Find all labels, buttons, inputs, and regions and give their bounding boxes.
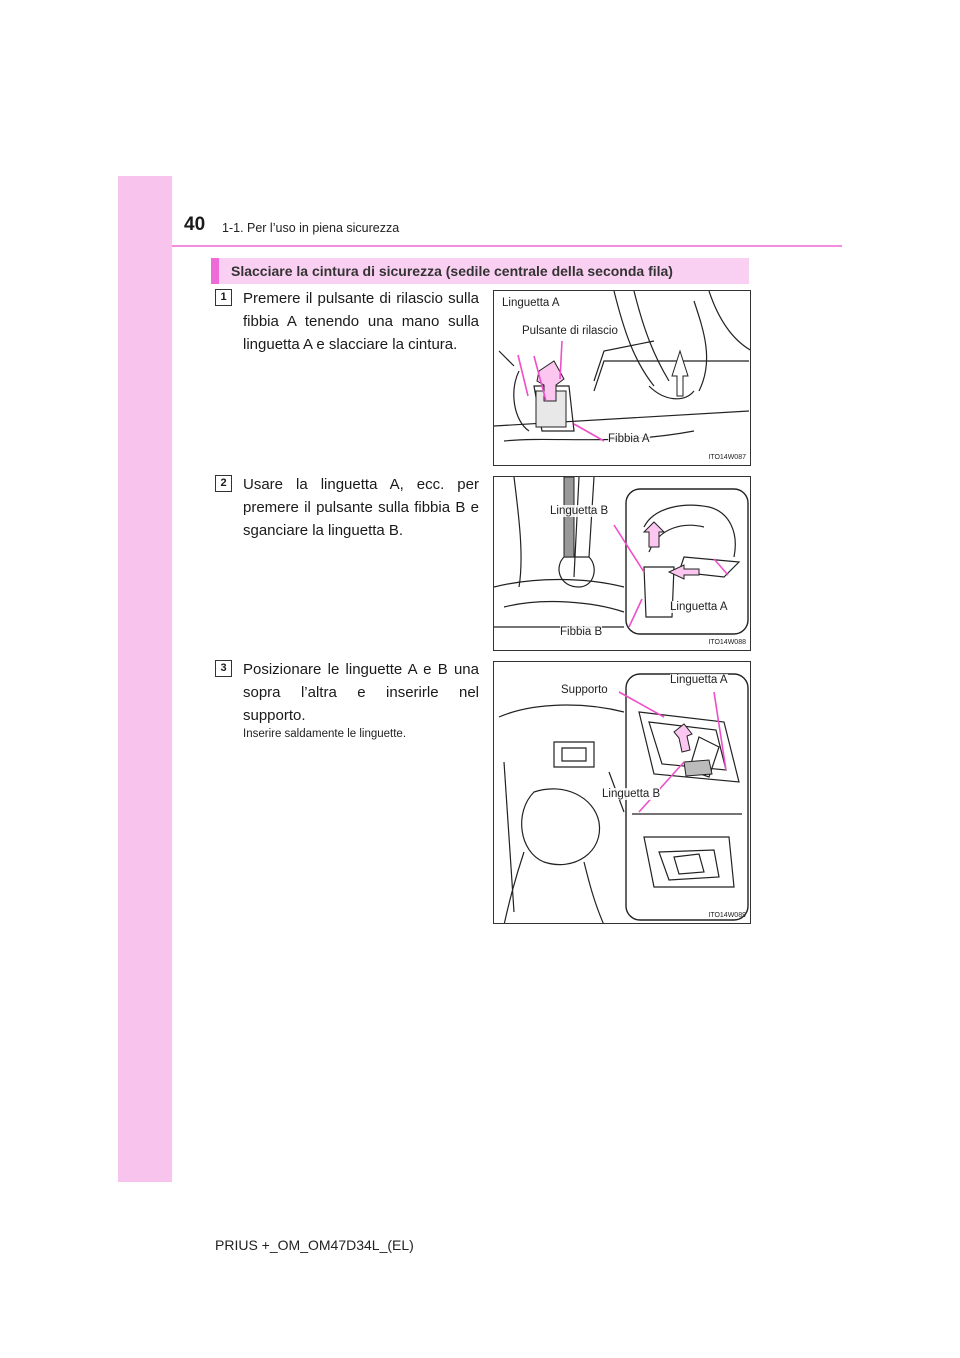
- figure-step-3: [493, 661, 751, 924]
- label-linguetta-a: Linguetta A: [670, 601, 728, 613]
- label-linguetta-b: Linguetta B: [550, 505, 609, 517]
- figure-code: ITO14W087: [708, 454, 746, 461]
- section-title: 1-1. Per l’uso in piena sicurezza: [222, 221, 400, 235]
- step-3-text: Posizionare le linguette A e B una sopra l’altra e inserirle nel supporto.: [243, 661, 479, 724]
- page-number: 40: [184, 214, 206, 235]
- figure-step-2: [493, 476, 751, 651]
- label-linguetta-a: Linguetta A: [670, 674, 728, 686]
- label-pulsante-di-rilascio: Pulsante di rilascio: [522, 325, 618, 337]
- step-3-number: 3: [215, 660, 232, 677]
- step-1-text: Premere il pulsante di rilascio sulla fibbia A tenendo una mano sulla linguetta A e slacciare la cintura.: [243, 290, 479, 353]
- header-divider: [172, 245, 842, 247]
- figure-code: ITO14W088: [708, 639, 746, 646]
- step-1-number: 1: [215, 289, 232, 306]
- label-supporto: Supporto: [561, 684, 608, 696]
- figure-step-2-illustration: [494, 477, 751, 651]
- step-3-note: Inserire saldamente le linguette.: [243, 728, 407, 740]
- label-fibbia-a: Fibbia A: [608, 433, 650, 445]
- figure-code: ITO14W089: [708, 912, 746, 919]
- label-fibbia-b: Fibbia B: [560, 626, 603, 638]
- figure-step-1: [493, 290, 751, 466]
- label-linguetta-a: Linguetta A: [502, 297, 560, 309]
- side-color-band: [118, 176, 172, 1182]
- label-linguetta-b: Linguetta B: [602, 788, 661, 800]
- step-2-number: 2: [215, 475, 232, 492]
- footer-document-code: PRIUS +_OM_OM47D34L_(EL): [215, 1237, 414, 1253]
- step-2-text: Usare la linguetta A, ecc. per premere il pulsante sulla fibbia B e sganciare la linguetta B.: [243, 476, 479, 539]
- procedure-heading: Slacciare la cintura di sicurezza (sedile centrale della seconda fila): [211, 258, 749, 284]
